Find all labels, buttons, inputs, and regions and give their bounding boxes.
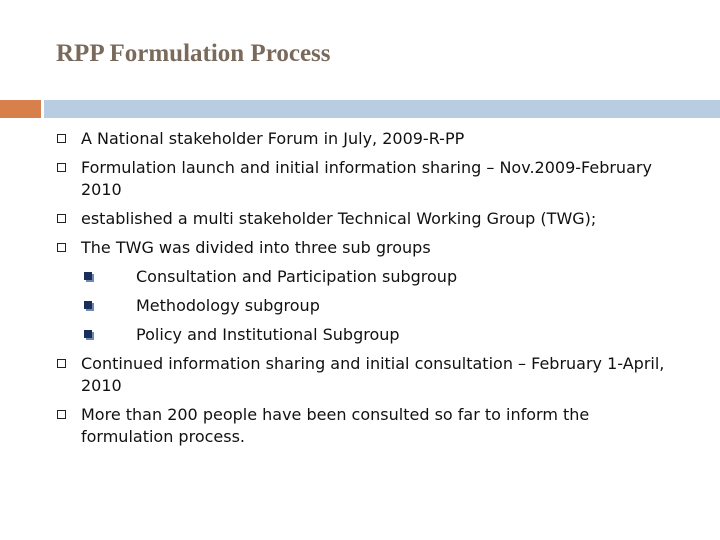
sub-bullet-text: Policy and Institutional Subgroup (136, 325, 400, 344)
square-bullet-icon (57, 359, 66, 368)
sub-bullet-text: Methodology subgroup (136, 296, 320, 315)
bullet-text: Formulation launch and initial information sharing – Nov.2009-February 2010 (81, 158, 652, 199)
sub-bullet-item (56, 324, 686, 346)
filled-square-bullet-icon (84, 272, 92, 280)
bullet-text: Continued information sharing and initial consultation – February 1-April, 2010 (81, 354, 665, 395)
bullet-item (56, 128, 686, 150)
sub-bullet-item (56, 295, 686, 317)
header-bar (44, 100, 720, 118)
bullet-item (56, 353, 686, 397)
filled-square-bullet-icon (84, 301, 92, 309)
square-bullet-icon (57, 410, 66, 419)
bullet-text: established a multi stakeholder Technical Working Group (TWG); (81, 209, 597, 228)
square-bullet-icon (57, 134, 66, 143)
sub-bullet-item (56, 266, 686, 288)
bullet-item (56, 237, 686, 259)
bullet-text: The TWG was divided into three sub groups (81, 238, 431, 257)
bullet-text: A National stakeholder Forum in July, 2009-R-PP (81, 129, 465, 148)
bullet-item (56, 208, 686, 230)
filled-square-bullet-icon (84, 330, 92, 338)
bullet-item (56, 404, 686, 448)
sub-bullet-text: Consultation and Participation subgroup (136, 267, 458, 286)
square-bullet-icon (57, 243, 66, 252)
square-bullet-icon (57, 214, 66, 223)
accent-bar (0, 100, 41, 118)
bullet-item (56, 157, 686, 201)
bullet-list (56, 128, 686, 455)
slide-title: RPP Formulation Process (56, 40, 331, 67)
square-bullet-icon (57, 163, 66, 172)
bullet-text: More than 200 people have been consulted so far to inform the formulation process. (81, 405, 590, 446)
